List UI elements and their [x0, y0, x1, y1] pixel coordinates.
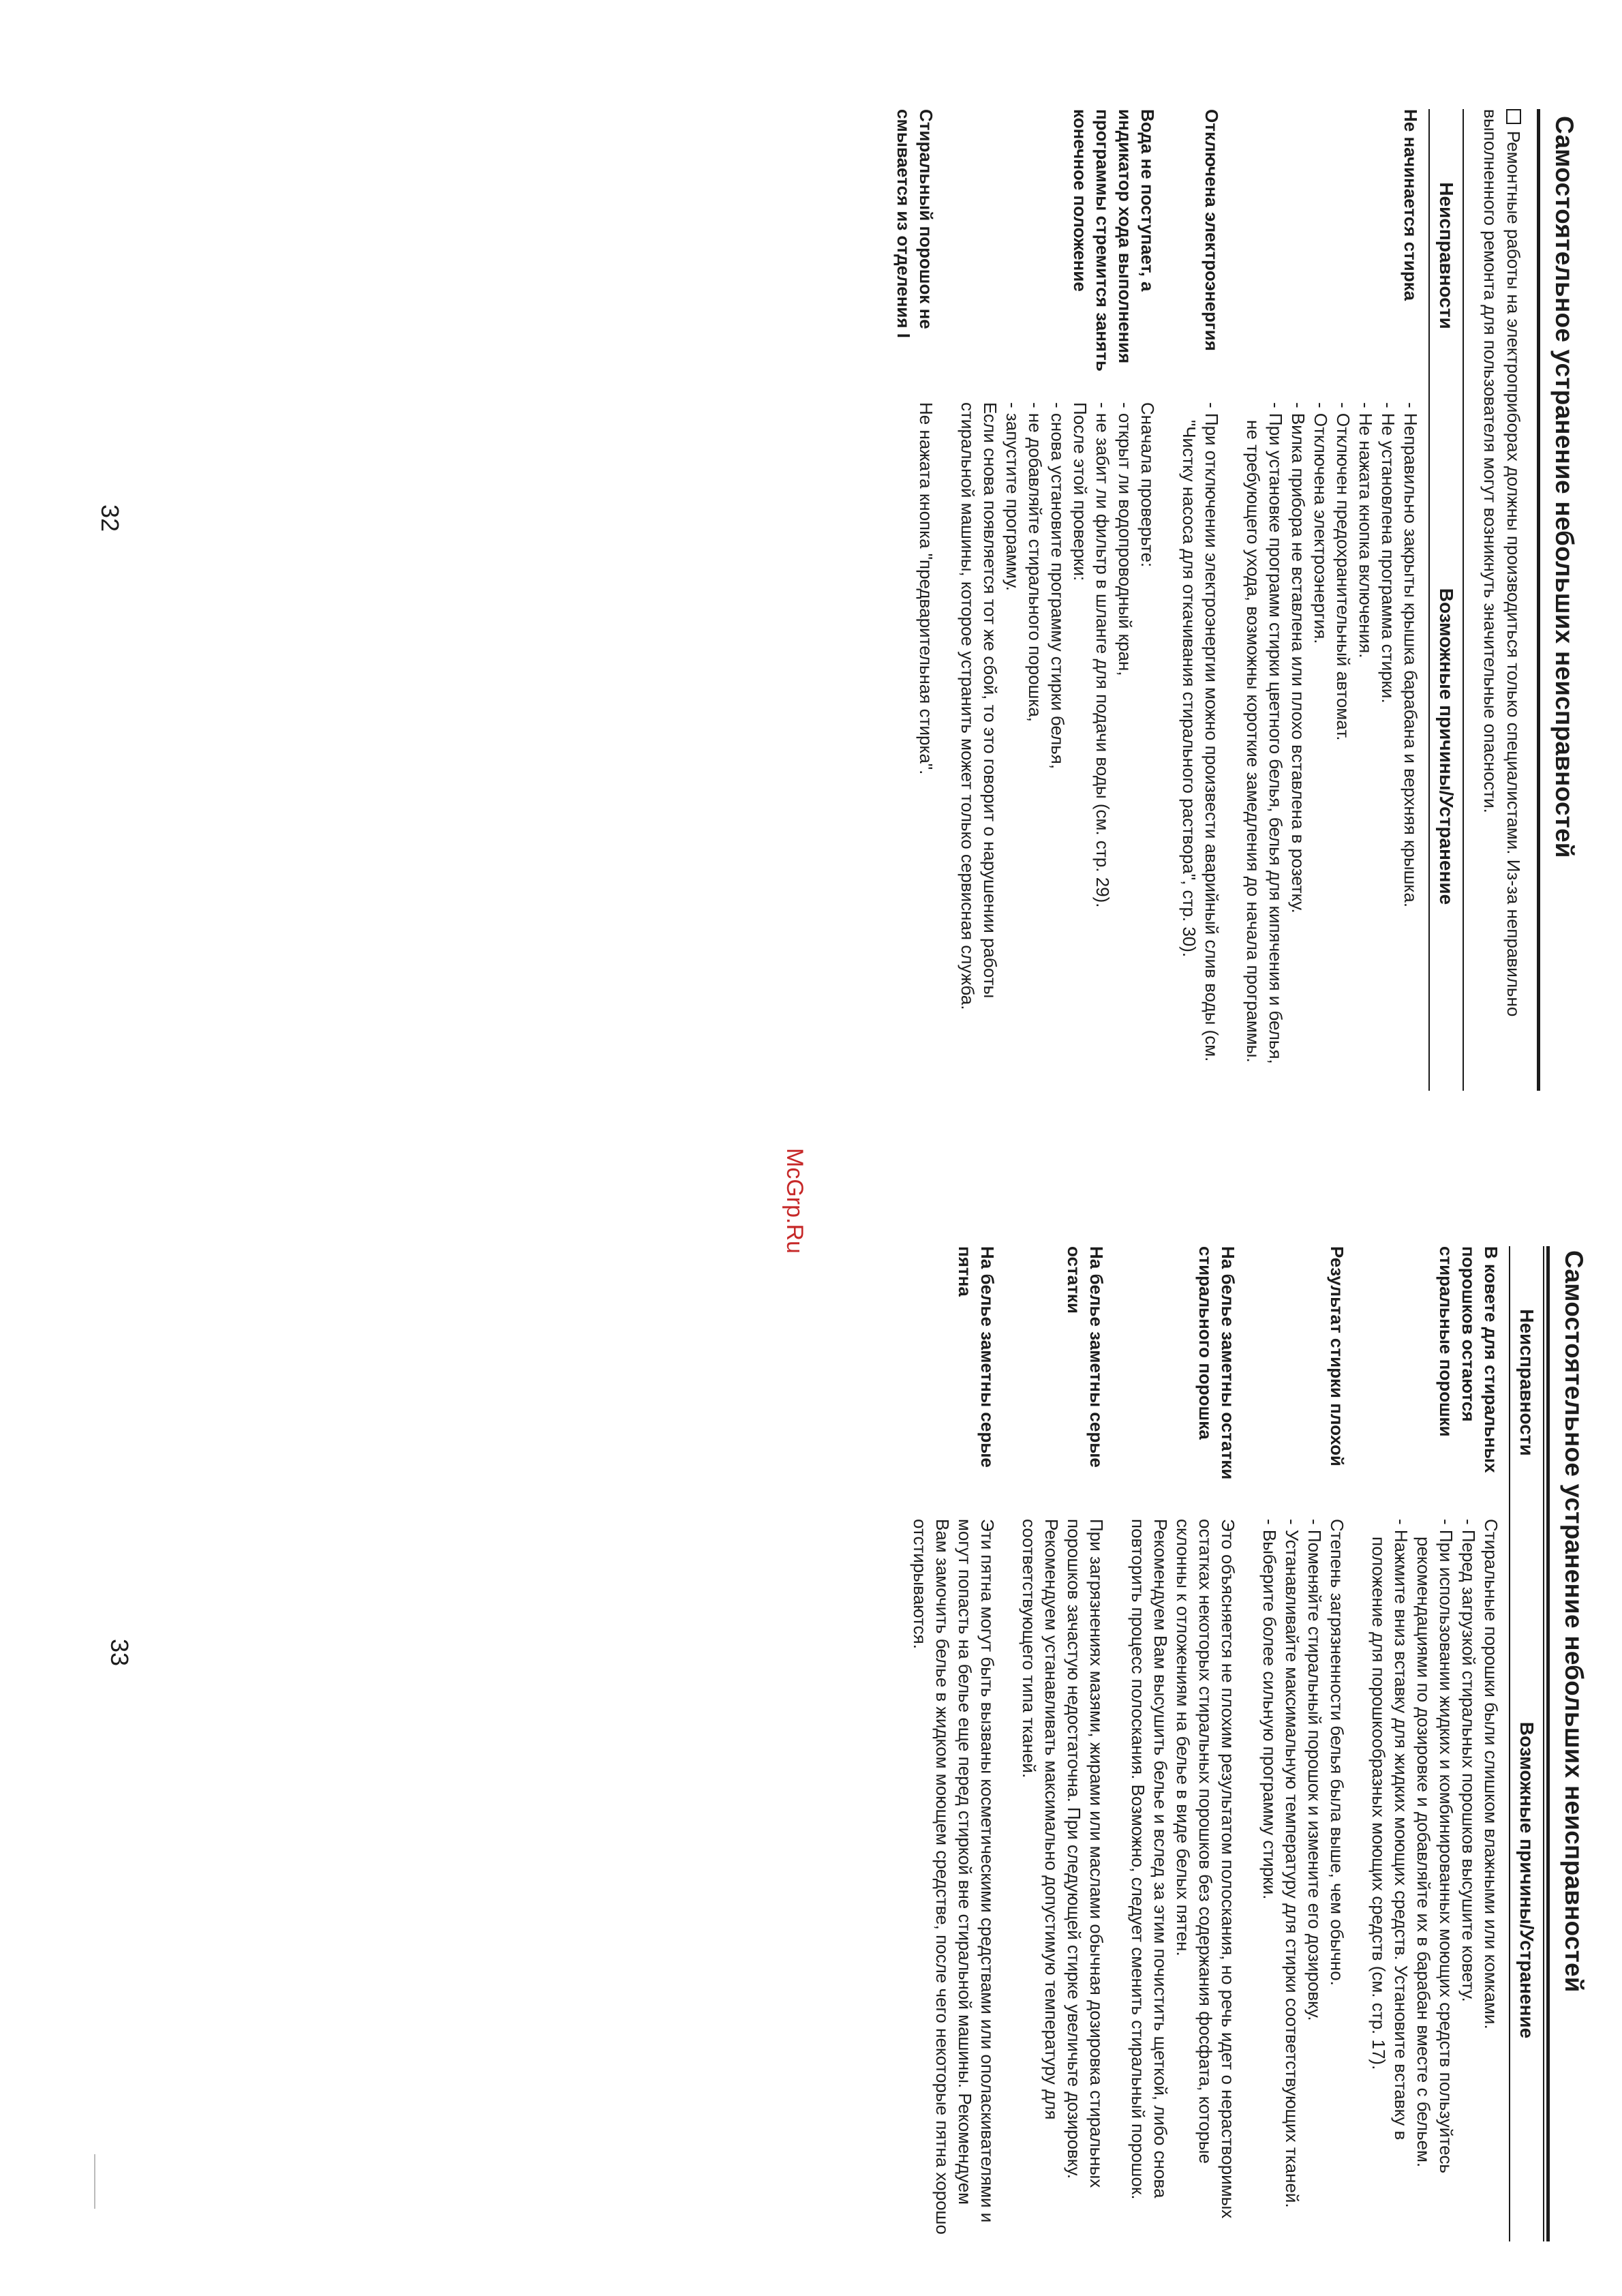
remedy-paragraph: Эти пятна могут быть вызваны косметическими средствами или ополаскивателями и могут попасть на белье еще перед стиркой вне стиральной машины. Рекомендуем Вам замочить белье в жидком моющем средстве, после чего некоторые пятна хорошо отстирываются.: [910, 1519, 998, 2235]
remedy-paragraph: Не нажата кнопка "предварительная стирка".: [916, 402, 936, 775]
remedy-bullet: - открыт ли водопроводный кран,: [1115, 402, 1135, 676]
table-row: [1246, 1246, 1355, 2241]
watermark: McGrp.Ru: [782, 1148, 808, 1254]
page-number: 32: [96, 504, 124, 532]
cause-remedy: [896, 1519, 1005, 2241]
remedy-paragraph: Рекомендуем устанавливать максимально допустимую температуру для соответствующего типа тканей.: [1019, 1519, 1062, 2120]
cause-remedy: [944, 402, 1165, 1091]
col-fault-header: Неисправности: [1429, 109, 1463, 402]
remedy-bullet: - не забит ли фильтр в шланге для подачи воды (см. стр. 29).: [1092, 402, 1113, 908]
table-row: [896, 1246, 1005, 2241]
remedy-bullet: - запустите программу.: [1003, 402, 1023, 591]
fault-label: На белье заметны серые пятна: [955, 1246, 998, 1468]
remedy-paragraph: Это объясняется не плохим результатом полоскания, но речь идет о нерастворимых остатках некоторых стиральных порошков без содержания фосфата, которые склонны к отложениям на белье в виде белых пятен.: [1173, 1519, 1238, 2219]
cause-remedy: [1114, 1519, 1246, 2241]
checkbox-icon: [1506, 109, 1521, 124]
table-row: [880, 109, 944, 1091]
fault-label: Вода не поступает, а индикатор хода выполнения программы стремится занять конечное положение: [1070, 109, 1158, 372]
table-row: [1114, 1246, 1246, 2241]
fault-label: Не начинается стирка: [1401, 109, 1421, 301]
remedy-paragraph: Стиральные порошки были слишком влажными или комками.: [1481, 1519, 1501, 2029]
cause-remedy: [1229, 402, 1429, 1091]
remedy-bullet: - Отключен предохранительный автомат.: [1333, 402, 1353, 741]
table-row: [944, 109, 1165, 1091]
cause-remedy: [1005, 1519, 1114, 2241]
table-row: [1165, 109, 1229, 1091]
remedy-bullet: - Вилка прибора не вставлена или плохо вставлена в розетку.: [1288, 402, 1309, 913]
troubleshooting-table: [880, 109, 1464, 1091]
remedy-paragraph: Если снова появляется тот же сбой, то это говорит о нарушении работы стиральной машины, которое устранить может только сервисная служба.: [958, 402, 1000, 1010]
cause-remedy: [880, 402, 944, 1091]
cause-remedy: [1165, 402, 1229, 1091]
remedy-bullet: - Не установлена программа стирки.: [1378, 402, 1398, 704]
fault-label: Результат стирки плохой: [1327, 1246, 1347, 1466]
page-title: Самостоятельное устранение небольших неисправностей: [1560, 1250, 1588, 1993]
table-header: [1429, 109, 1463, 1091]
remedy-bullet: - Не нажата кнопка включения.: [1356, 402, 1376, 659]
col-cause-header: Возможные причины/Устранение: [1429, 402, 1463, 1091]
remedy-bullet: - не добавляйте стирального порошка,: [1025, 402, 1045, 723]
remedy-bullet: - Перед загрузкой стиральных порошков высушите ковету.: [1458, 1519, 1479, 2002]
remedy-paragraph: Рекомендуем Вам высушить белье и вслед за этим почистить щеткой, либо снова повторить процесс полоскания. Возможно, следует сменить стиральный порошок.: [1128, 1519, 1171, 2200]
page-title: Самостоятельное устранение небольших неисправностей: [1550, 116, 1578, 858]
col-cause-header: Возможные причины/Устранение: [1510, 1519, 1544, 2241]
table-row: [1005, 1246, 1114, 2241]
remedy-bullet: - Устанавливайте максимальную температуру для стирки соответствующих тканей.: [1282, 1519, 1302, 2208]
safety-note: [1479, 109, 1525, 1091]
fault-label: Стиральный порошок не смывается из отделения I: [893, 109, 936, 339]
remedy-bullet: - Нажмите вниз вставку для жидких моющих средств. Установите вставку в положение для порошкообразных моющих средств (см. стр. 17).: [1368, 1519, 1411, 2141]
fault-label: На белье заметны серые остатки: [1064, 1246, 1107, 1468]
remedy-bullet: - Неправильно закрыты крышка барабана и верхняя крышка.: [1401, 402, 1421, 908]
table-row: [1229, 109, 1429, 1091]
fault-label: В ковете для стиральных порошков остаются стиральные порошки: [1436, 1246, 1501, 1473]
table-row: [1355, 1246, 1510, 2241]
remedy-bullet: - снова установите программу стирки белья,: [1047, 402, 1068, 770]
col-fault-header: Неисправности: [1510, 1246, 1544, 1519]
title-rule: [1537, 109, 1540, 1091]
remedy-paragraph: При загрязнениях мазями, жирами или маслами обычная дозировка стиральных порошков зачастую недостаточна. При следующей стирке увеличьте дозировку.: [1064, 1519, 1107, 2188]
remedy-bullet: - Поменяйте стиральный порошок и измените его дозировку.: [1304, 1519, 1325, 2021]
table-header: [1510, 1246, 1544, 2241]
crop-mark: [94, 2154, 95, 2209]
remedy-paragraph: После этой проверки:: [1070, 402, 1090, 581]
page-33: [0, 1148, 1622, 2296]
remedy-paragraph: Сначала проверьте:: [1137, 402, 1158, 568]
remedy-paragraph: Степень загрязненности белья была выше, чем обычно.: [1327, 1519, 1347, 1986]
remedy-bullet: - При отключении электроэнергии можно произвести аварийный слив воды (см. "Чистку насоса для откачивания стирального раствора", стр. 30).: [1179, 402, 1222, 1062]
remedy-bullet: - Выберите более сильную программу стирки.: [1259, 1519, 1280, 1900]
troubleshooting-table: [896, 1246, 1544, 2241]
page-number: 33: [106, 1639, 134, 1667]
remedy-bullet: - Отключена электроэнергия.: [1311, 402, 1331, 644]
remedy-bullet: - При установке программ стирки цветного белья, белья для кипячения и белья, не требующего ухода, возможны короткие замедления до начала программы.: [1243, 402, 1286, 1064]
fault-label: Отключена электроэнергия: [1202, 109, 1222, 351]
remedy-bullet: - При использовании жидких и комбинированных моющих средств пользуйтесь рекомендациями по дозировке и добавляйте их в барабан вместе с бельем.: [1413, 1519, 1456, 2174]
cause-remedy: [1246, 1519, 1355, 2241]
cause-remedy: [1355, 1519, 1510, 2241]
fault-label: На белье заметны остатки стирального порошка: [1195, 1246, 1238, 1480]
safety-note-text: Ремонтные работы на электроприборах должны производиться только специалистами. Из-за неправильно выполненного ремонта для пользователя могут возникнуть значительные опасности.: [1480, 109, 1524, 1017]
title-rule: [1546, 1246, 1550, 2241]
